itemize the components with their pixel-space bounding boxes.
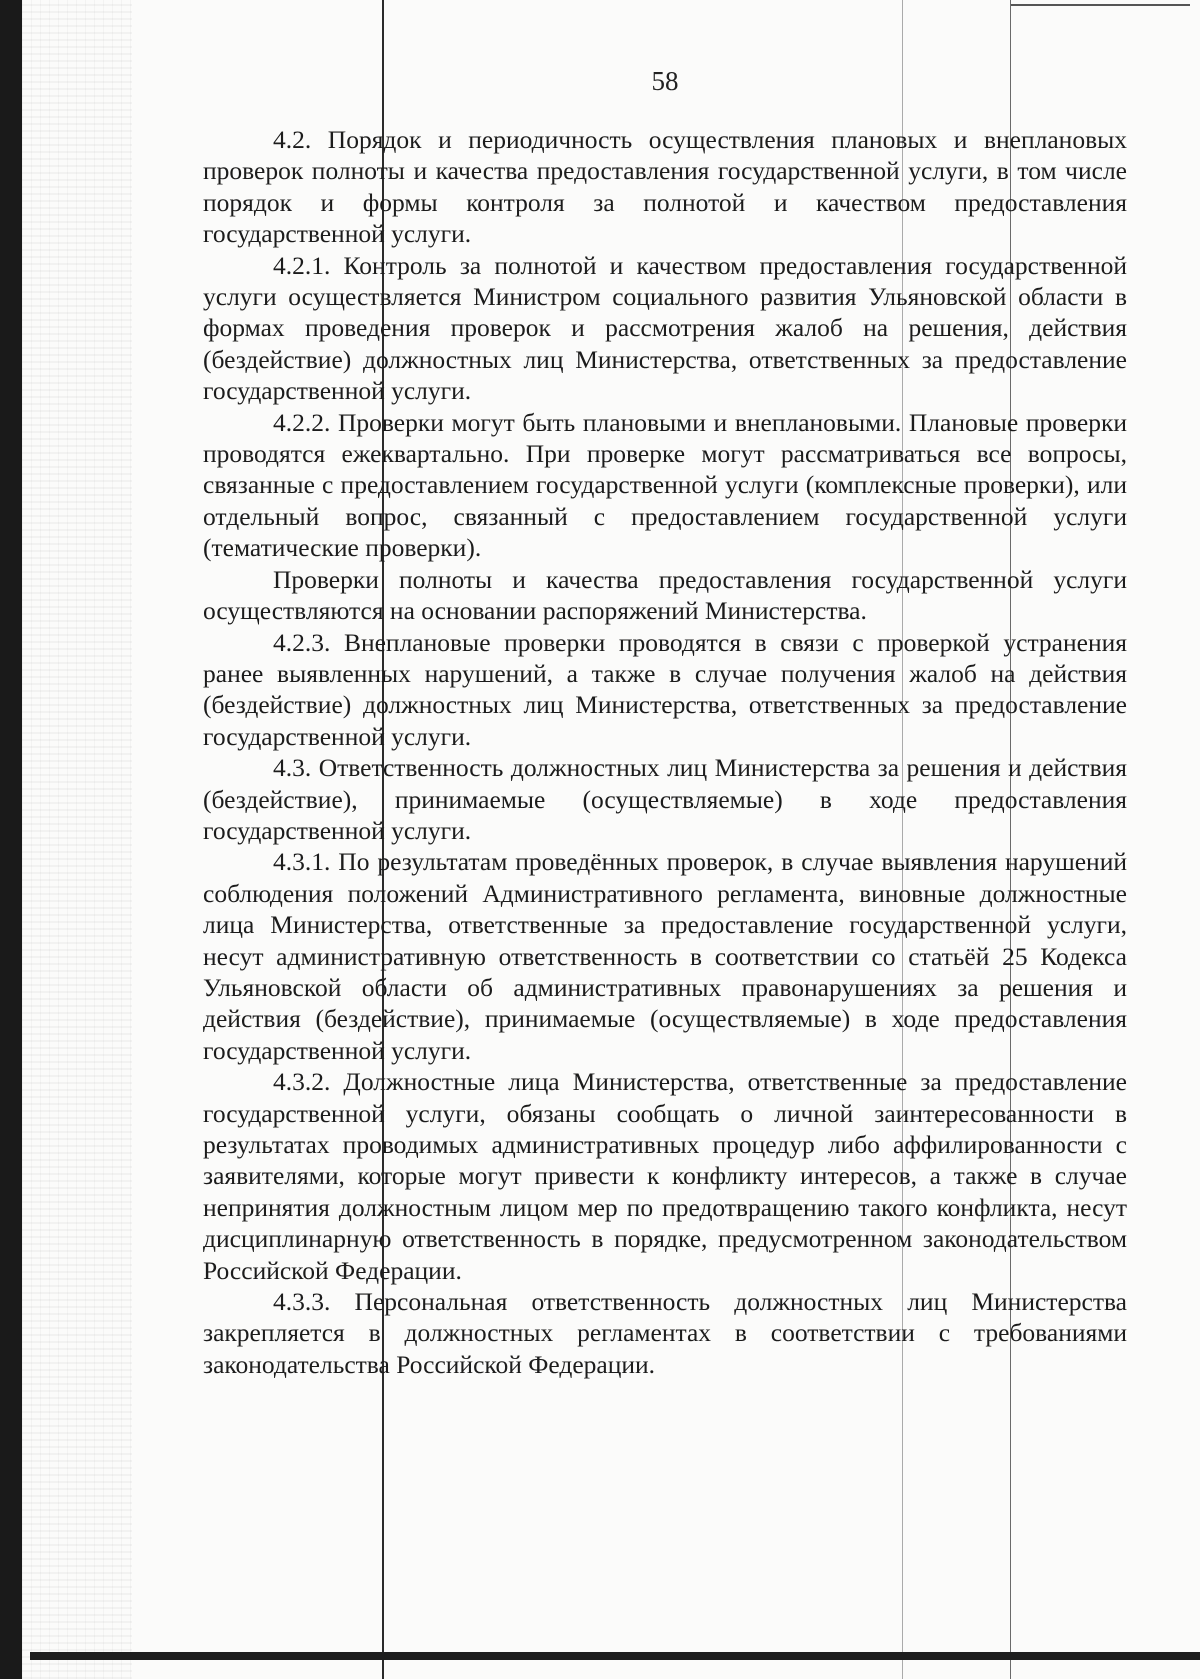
- paragraph-4-3: 4.3. Ответственность должностных лиц Министерства за решения и действия (бездействие), принимаемые (осуществляемые) в ходе предоставления государственной услуги.: [203, 753, 1127, 845]
- document-body: [203, 124, 1127, 1380]
- paragraph-4-3-3: 4.3.3. Персональная ответственность должностных лиц Министерства закрепляется в должностных регламентах в соответствии с требованиями законодательства Российской Федерации.: [203, 1287, 1127, 1379]
- paragraph-4-2-1: 4.2.1. Контроль за полнотой и качеством предоставления государственной услуги осуществляется Министром социального развития Ульяновской области в формах проведения проверок и рассмотрения жалоб на решения, действия (бездействие) должностных лиц Министерства, ответственных за предоставление государственной услуги.: [203, 250, 1127, 406]
- paragraph-4-3-2: 4.3.2. Должностные лица Министерства, ответственные за предоставление государственной услуги, обязаны сообщать о личной заинтересованности в результатах проводимых административных процедур либо аффилированности с заявителями, которые могут привести к конфликту интересов, а также в случае непринятия должностным лицом мер по предотвращению такого конфликта, несут дисциплинарную ответственность в порядке, предусмотренном законодательством Российской Федерации.: [203, 1067, 1127, 1285]
- page-number: 58: [651, 66, 679, 96]
- paragraph-4-2-3: 4.2.3. Внеплановые проверки проводятся в связи с проверкой устранения ранее выявленных нарушений, а также в случае получения жалоб на действия (бездействие) должностных лиц Министерства, ответственных за предоставление государственной услуги.: [203, 627, 1127, 751]
- scan-left-border: [0, 0, 22, 1679]
- scan-top-mark: [1010, 4, 1190, 6]
- paragraph-4-3-1: 4.3.1. По результатам проведённых проверок, в случае выявления нарушений соблюдения положений Административного регламента, виновные должностные лица Министерства, ответственные за предоставление государственной услуги, несут административную ответственность в соответствии со статьёй 25 Кодекса Ульяновской области об административных правонарушениях за решения и действия (бездействие), принимаемые (осуществляемые) в ходе предоставления государственной услуги.: [203, 847, 1127, 1065]
- scan-bottom-border: [30, 1652, 1200, 1660]
- paragraph-4-2-2: 4.2.2. Проверки могут быть плановыми и внеплановыми. Плановые проверки проводятся ежеквартально. При проверке могут рассматриваться все вопросы, связанные с предоставлением государственной услуги (комплексные проверки), или отдельный вопрос, связанный с предоставлением государственной услуги (тематические проверки).: [203, 407, 1127, 563]
- paragraph-checks-basis: Проверки полноты и качества предоставления государственной услуги осуществляются на основании распоряжений Министерства.: [203, 564, 1127, 626]
- paragraph-4-2: 4.2. Порядок и периодичность осуществления плановых и внеплановых проверок полноты и качества предоставления государственной услуги, в том числе порядок и формы контроля за полнотой и качеством предоставления государственной услуги.: [203, 125, 1127, 249]
- scan-edge-noise: [22, 0, 132, 1679]
